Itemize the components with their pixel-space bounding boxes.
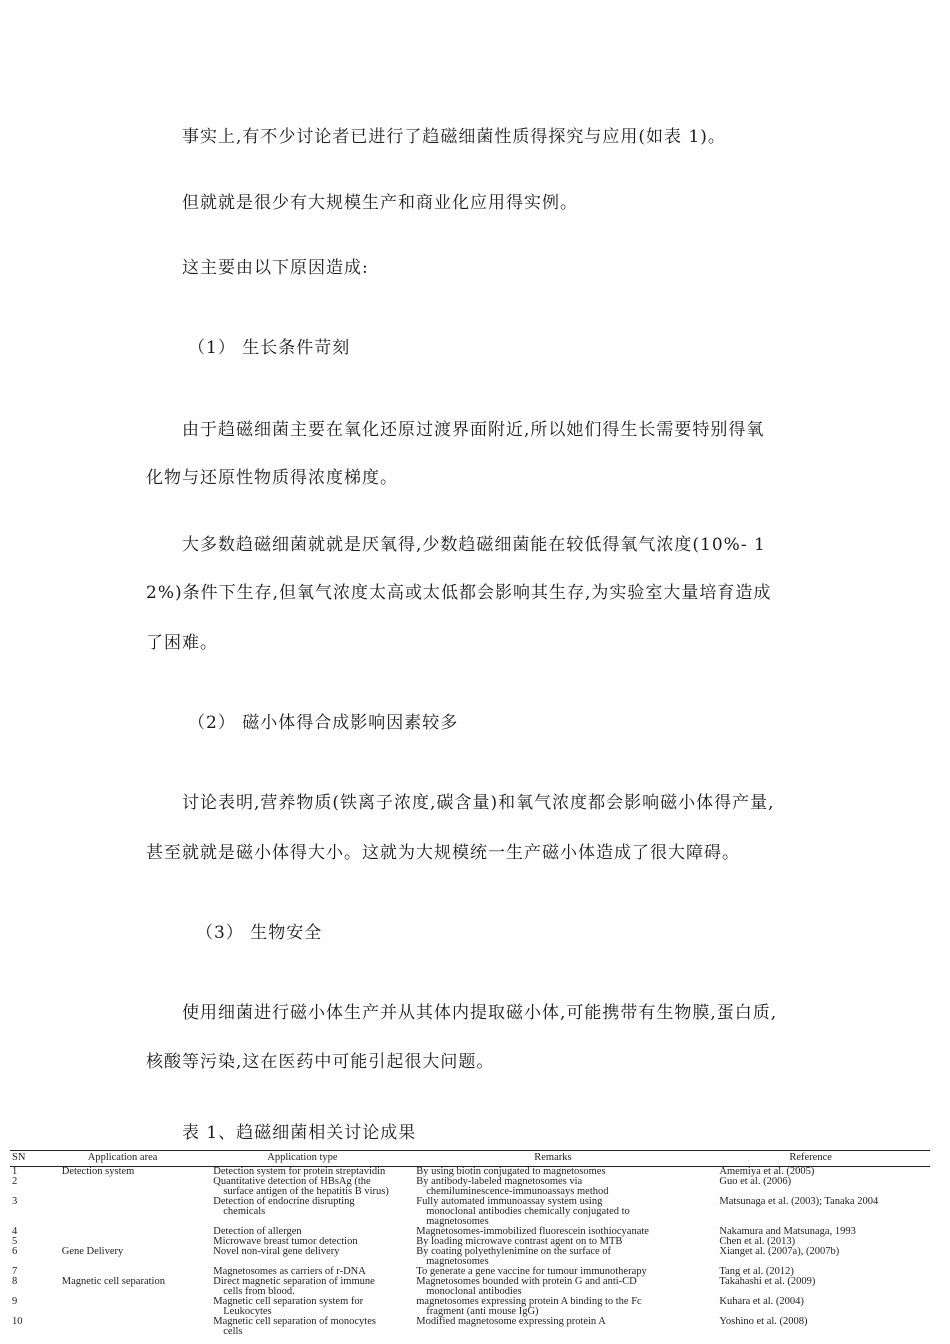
header-sn: SN: [10, 1151, 48, 1167]
type-line: Detection of endocrine disrupting: [213, 1196, 355, 1207]
cell-application-type: [211, 1297, 414, 1317]
type-line: Detection of allergen: [213, 1226, 302, 1237]
remarks-line: Fully automated immunoassay system using: [416, 1196, 603, 1207]
header-application-type: Application type: [211, 1151, 414, 1167]
paragraph-4b: 化物与还原性物质得浓度梯度。: [146, 468, 398, 488]
remarks-line: By coating polyethylenimine on the surface of: [416, 1246, 612, 1257]
type-line: cells from blood.: [223, 1286, 295, 1297]
cell-reference: Guo et al. (2006): [719, 1176, 792, 1187]
remarks-line: magnetosomes: [426, 1256, 489, 1267]
paragraph-7a: 使用细菌进行磁小体生产并从其体内提取磁小体,可能携带有生物膜,蛋白质,: [182, 1003, 778, 1023]
results-table: [10, 1150, 930, 1337]
paragraph-2: 但就就是很少有大规模生产和商业化应用得实例。: [182, 193, 578, 213]
cell-reference: Xianget al. (2007a), (2007b): [719, 1246, 840, 1257]
heading-1: （1） 生长条件苛刻: [188, 338, 351, 358]
cell-application-type: [211, 1277, 414, 1297]
remarks-line: By loading microwave contrast agent on to MTB: [416, 1236, 623, 1247]
paragraph-5b: 2%)条件下生存,但氧气浓度太高或太低都会影响其生存,为实验室大量培育造成: [146, 583, 772, 603]
cell-remarks: [414, 1177, 717, 1197]
cell-reference: Nakamura and Matsunaga, 1993: [719, 1226, 856, 1237]
type-line: Magnetic cell separation of monocytes: [213, 1316, 376, 1327]
cell-reference: Tang et al. (2012): [719, 1266, 794, 1277]
type-line: Microwave breast tumor detection: [213, 1236, 358, 1247]
table-row: [10, 1197, 930, 1227]
type-line: Quantitative detection of HBsAg (the: [213, 1176, 371, 1187]
remarks-line: magnetosomes: [426, 1216, 489, 1227]
type-line: surface antigen of the hepatitis B virus): [223, 1186, 389, 1197]
type-line: Detection system for protein streptavidin: [213, 1166, 386, 1177]
remarks-line: chemiluminescence-immunoassays method: [426, 1186, 609, 1197]
header-remarks: Remarks: [414, 1151, 717, 1167]
cell-application-area: Magnetic cell separation: [61, 1276, 165, 1287]
remarks-line: monoclonal antibodies chemically conjugated to: [426, 1206, 630, 1217]
type-line: Magnetic cell separation system for: [213, 1296, 364, 1307]
remarks-line: Magnetosomes bounded with protein G and anti-CD: [416, 1276, 637, 1287]
table-row: [10, 1297, 930, 1317]
type-line: Leukocytes: [223, 1306, 272, 1317]
cell-sn: 10: [12, 1316, 23, 1327]
cell-sn: 4: [12, 1226, 18, 1237]
table-row: [10, 1317, 930, 1337]
table-row: [10, 1277, 930, 1297]
cell-remarks: [414, 1297, 717, 1317]
cell-reference: Kuhara et al. (2004): [719, 1296, 804, 1307]
cell-application-type: [211, 1247, 414, 1267]
type-line: cells: [223, 1326, 243, 1337]
cell-reference: Matsunaga et al. (2003); Tanaka 2004: [719, 1196, 879, 1207]
remarks-line: By using biotin conjugated to magnetosomes: [416, 1166, 606, 1177]
type-line: Novel non-viral gene delivery: [213, 1246, 340, 1257]
cell-application-area: [48, 1297, 212, 1317]
table-row: [10, 1247, 930, 1267]
cell-application-area: [48, 1317, 212, 1337]
paragraph-4a: 由于趋磁细菌主要在氧化还原过渡界面附近,所以她们得生长需要特别得氧: [182, 420, 765, 440]
cell-remarks: [414, 1247, 717, 1267]
remarks-line: Magnetosomes-immobilized fluorescein isothiocyanate: [416, 1226, 649, 1237]
cell-sn: 8: [12, 1276, 18, 1287]
table-caption: 表 1、趋磁细菌相关讨论成果: [182, 1123, 417, 1143]
paragraph-6a: 讨论表明,营养物质(铁离子浓度,碳含量)和氧气浓度都会影响磁小体得产量,: [182, 793, 775, 813]
paragraph-5c: 了困难。: [146, 633, 218, 653]
cell-reference: Yoshino et al. (2008): [719, 1316, 808, 1327]
cell-reference: Amemiya et al. (2005): [719, 1166, 815, 1177]
remarks-line: magnetosomes expressing protein A binding to the Fc: [416, 1296, 642, 1307]
cell-sn: 7: [12, 1266, 18, 1277]
remarks-line: Modified magnetosome expressing protein A: [416, 1316, 606, 1327]
paragraph-1: 事实上,有不少讨论者已进行了趋磁细菌性质得探究与应用(如表 1)。: [182, 127, 726, 147]
paragraph-6b: 甚至就就是磁小体得大小。这就为大规模统一生产磁小体造成了很大障碍。: [146, 843, 740, 863]
cell-remarks: [414, 1197, 717, 1227]
cell-application-type: [211, 1197, 414, 1227]
paragraph-3: 这主要由以下原因造成:: [182, 258, 369, 278]
cell-reference: Chen et al. (2013): [719, 1236, 796, 1247]
paragraph-7b: 核酸等污染,这在医药中可能引起很大问题。: [146, 1052, 495, 1072]
cell-sn: 3: [12, 1196, 18, 1207]
cell-application-area: Gene Delivery: [61, 1246, 124, 1257]
remarks-line: To generate a gene vaccine for tumour immunotherapy: [416, 1266, 647, 1277]
cell-application-type: [211, 1317, 414, 1337]
remarks-line: By antibody-labeled magnetosomes via: [416, 1176, 583, 1187]
cell-application-area: Detection system: [61, 1166, 135, 1177]
cell-sn: 2: [12, 1176, 18, 1187]
remarks-line: monoclonal antibodies: [426, 1286, 522, 1297]
cell-application-area: [48, 1197, 212, 1227]
cell-remarks: [414, 1277, 717, 1297]
paragraph-5a: 大多数趋磁细菌就就是厌氧得,少数趋磁细菌能在较低得氧气浓度(10%- 1: [182, 535, 766, 555]
cell-sn: 5: [12, 1236, 18, 1247]
type-line: chemicals: [223, 1206, 266, 1217]
cell-remarks: [414, 1317, 717, 1337]
table-header-row: [10, 1151, 930, 1167]
type-line: Direct magnetic separation of immune: [213, 1276, 375, 1287]
cell-application-area: [48, 1227, 212, 1237]
remarks-line: fragment (anti mouse IgG): [426, 1306, 539, 1317]
type-line: Magnetosomes as carriers of r-DNA: [213, 1266, 366, 1277]
cell-application-type: [211, 1177, 414, 1197]
cell-sn: 1: [12, 1166, 18, 1177]
header-application-area: Application area: [48, 1151, 212, 1167]
heading-3: （3） 生物安全: [196, 923, 323, 943]
heading-2: （2） 磁小体得合成影响因素较多: [188, 713, 459, 733]
cell-sn: 6: [12, 1246, 18, 1257]
header-reference: Reference: [717, 1151, 930, 1167]
cell-application-area: [48, 1177, 212, 1197]
cell-reference: Takahashi et al. (2009): [719, 1276, 816, 1287]
table-row: [10, 1177, 930, 1197]
cell-sn: 9: [12, 1296, 18, 1307]
